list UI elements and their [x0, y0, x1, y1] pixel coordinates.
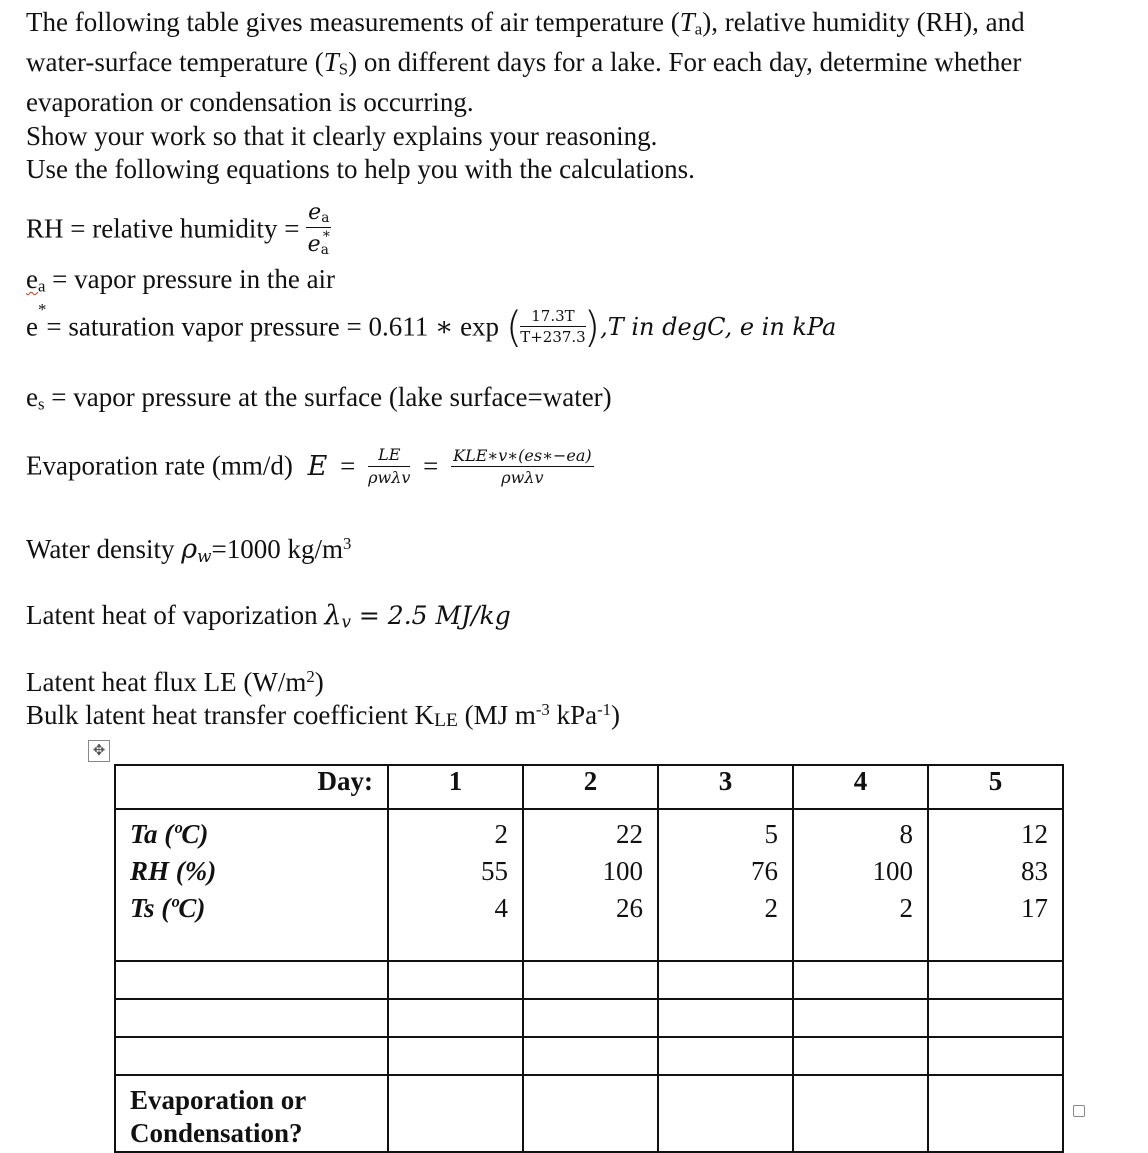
table-header-row — [115, 765, 1063, 809]
answer-cell[interactable] — [928, 1075, 1063, 1152]
rh-value: 83 — [1021, 856, 1048, 886]
intro-line-4: Show your work so that it clearly explains your reasoning. — [26, 120, 658, 151]
kle-fraction: $\frac{\text{KLE∗v∗(es∗−ea)}}{\text{ρwλv}}$ — [453, 445, 592, 487]
empty-cell[interactable] — [523, 1037, 658, 1075]
ta-value: 22 — [616, 819, 643, 849]
day-1-values-cell[interactable] — [388, 809, 523, 961]
move-handle-icon[interactable]: ✥ — [88, 740, 110, 762]
table-row — [115, 999, 1063, 1037]
rh-equation: RH = relative humidity = $\frac{e_a}{e_a^*}$ — [26, 200, 330, 258]
intro-line-1: The following table gives measurements of air temperature $(T_a)$, relative humidity (RH), and — [26, 7, 1025, 39]
empty-cell[interactable] — [793, 961, 928, 999]
day-header: 4 — [793, 765, 928, 809]
ts-value: 4 — [494, 893, 508, 923]
empty-cell[interactable] — [523, 999, 658, 1037]
day-header: 2 — [523, 765, 658, 809]
intro-line-3: evaporation or condensation is occurring. — [26, 87, 474, 118]
ts-value: 26 — [616, 893, 643, 923]
answer-cell[interactable] — [523, 1075, 658, 1152]
intro-line-5: Use the following equations to help you with the calculations. — [26, 154, 695, 185]
day-header: 5 — [928, 765, 1063, 809]
ta-value: 8 — [899, 819, 913, 849]
evap-or-cond-label-cell[interactable] — [115, 1075, 388, 1152]
row-labels-cell[interactable] — [115, 809, 388, 961]
answer-cell[interactable] — [658, 1075, 793, 1152]
ta-value: 12 — [1021, 819, 1048, 849]
answer-cell[interactable] — [793, 1075, 928, 1152]
day-header: 3 — [658, 765, 793, 809]
empty-cell[interactable] — [388, 961, 523, 999]
day-5-values-cell[interactable] — [928, 809, 1063, 961]
ta-label: Ta (ºC) — [130, 819, 209, 849]
day-label: Day: — [115, 765, 388, 809]
empty-cell[interactable] — [928, 961, 1063, 999]
empty-cell[interactable] — [658, 999, 793, 1037]
table-row — [115, 1037, 1063, 1075]
day-2-values-cell[interactable] — [523, 809, 658, 961]
rh-value: 100 — [602, 856, 643, 886]
ts-value: 2 — [764, 893, 778, 923]
day-4-values-cell[interactable] — [793, 809, 928, 961]
bulk-coefficient: Bulk latent heat transfer coefficient KLE (MJ $m^{-3}$ kPa$^{-1}$) — [26, 700, 621, 732]
latent-heat-flux: Latent heat flux LE $(W/m^2)$ — [26, 667, 324, 698]
empty-cell[interactable] — [388, 1037, 523, 1075]
empty-cell[interactable] — [115, 961, 388, 999]
empty-cell[interactable] — [523, 961, 658, 999]
empty-cell[interactable] — [115, 1037, 388, 1075]
rh-value: 76 — [751, 856, 778, 886]
measurements-table — [114, 764, 1064, 1153]
table-row — [115, 1075, 1063, 1152]
exp-fraction: $\frac{17.3T}{T+237.3}$ — [520, 307, 586, 347]
ts-value: 17 — [1021, 893, 1048, 923]
le-fraction: $\frac{LE}{\text{ρwλv}}$ — [368, 445, 411, 487]
day-header: 1 — [388, 765, 523, 809]
evaporation-rate-equation: Evaporation rate (mm/d) E = $\frac{LE}{\text{ρwλv}}$ = $\frac{\text{KLE∗v∗(es∗−ea)}}{\text{ρwλv}}$ — [26, 445, 592, 487]
latent-heat: Latent heat of vaporization $\lambda_v = 2.5$ MJ/kg — [26, 600, 511, 632]
ta-value: 5 — [764, 819, 778, 849]
ea-definition: $e_a$ = vapor pressure in the air — [26, 264, 336, 296]
evap-label-line-2: Condensation? — [130, 1118, 303, 1148]
empty-cell[interactable] — [928, 1037, 1063, 1075]
answer-cell[interactable] — [388, 1075, 523, 1152]
problem-statement — [26, 6, 1126, 187]
rh-label: RH (%) — [130, 856, 217, 886]
table-row — [115, 961, 1063, 999]
day-3-values-cell[interactable] — [658, 809, 793, 961]
intro-line-2: water-surface temperature $(T_S)$ on different days for a lake. For each day, determine whether — [26, 47, 1022, 79]
empty-cell[interactable] — [115, 999, 388, 1037]
ts-label: Ts (ºC) — [130, 893, 206, 923]
empty-cell[interactable] — [658, 1037, 793, 1075]
rh-value: 100 — [872, 856, 913, 886]
ts-value: 2 — [899, 893, 913, 923]
empty-cell[interactable] — [928, 999, 1063, 1037]
empty-cell[interactable] — [658, 961, 793, 999]
es-definition: $e_s$ = vapor pressure at the surface (lake surface=water) — [26, 382, 612, 414]
ta-value: 2 — [494, 819, 508, 849]
evap-label-line-1: Evaporation or — [130, 1085, 307, 1115]
empty-cell[interactable] — [793, 1037, 928, 1075]
estar-definition: e*= saturation vapor pressure = 0.611 ∗ exp ( $\frac{17.3T}{T+237.3}$ ),T in degC, e in kPa — [26, 300, 837, 352]
rh-fraction: $\frac{e_a}{e_a^*}$ — [307, 200, 330, 258]
resize-handle-icon[interactable] — [1073, 1105, 1085, 1117]
empty-cell[interactable] — [793, 999, 928, 1037]
water-density: Water density $\rho_w=1000$ $kg/m^3$ — [26, 534, 352, 566]
table-row — [115, 809, 1063, 961]
empty-cell[interactable] — [388, 999, 523, 1037]
rh-value: 55 — [481, 856, 508, 886]
